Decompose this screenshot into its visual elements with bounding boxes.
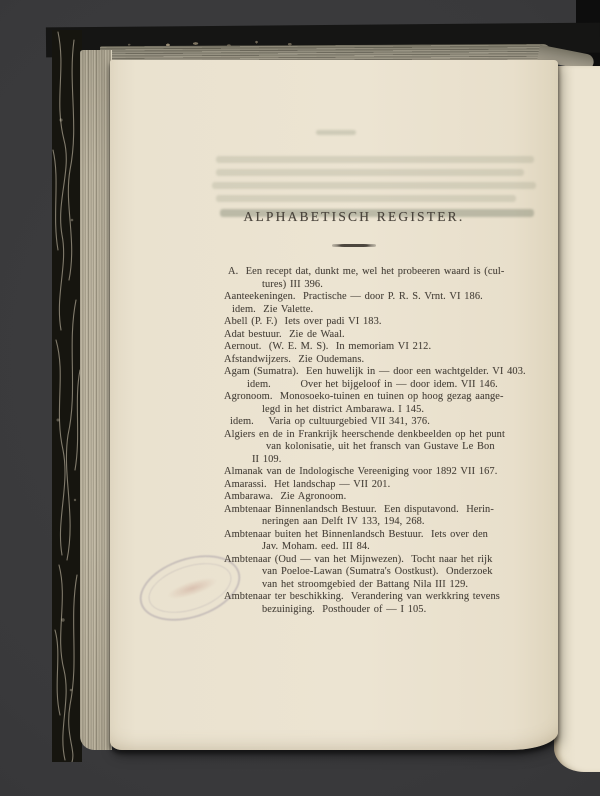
page-block-fore-edge [80, 50, 112, 750]
index-line: tures) III 396. [262, 278, 323, 290]
index-line: Almanak van de Indologische Vereeniging voor 1892 VII 167. [224, 466, 498, 477]
show-through-line [212, 182, 536, 189]
index-line: legd in het district Ambarawa. I 145. [262, 403, 425, 415]
show-through-line [216, 156, 534, 163]
index-line: van Poeloe-Lawan (Sumatra's Oostkust). Onderzoek [262, 566, 493, 577]
index-line: II 109. [252, 453, 282, 465]
show-through-line [316, 130, 356, 135]
book-page [110, 60, 558, 750]
index-line: Ambtenaar Binnenlandsch Bestuur. Een disputavond. Herin- [224, 503, 494, 515]
show-through-line [216, 169, 524, 176]
index-line: Aanteekeningen. Practische — door P. R. S. Vrnt. VI 186. [224, 291, 483, 302]
index-line: neringen aan Delft IV 133, 194, 268. [262, 516, 425, 527]
index-line: Ambtenaar (Oud — van het Mijnwezen). Tocht naar het rijk [224, 553, 493, 565]
index-line: Adat bestuur. Zie de Waal. [224, 328, 345, 340]
show-through-line [216, 195, 516, 202]
index-line: van het stroomgebied der Battang Nila III 129. [262, 578, 469, 590]
next-page [554, 66, 600, 772]
index-line: Amarassi. Het landschap — VII 201. [224, 478, 391, 490]
index-line: Afstandwijzers. Zie Oudemans. [224, 353, 365, 365]
index-line: Agam (Sumatra). Een huwelijk in — door een wachtgelder. VI 403. [224, 366, 526, 377]
index-line: A. Een recept dat, dunkt me, wel het probeeren waard is (cul- [228, 266, 505, 277]
title-rule [332, 244, 376, 247]
page-title: ALPHABETISCH REGISTER. [243, 209, 465, 224]
index-line: Aernout. (W. E. M. S). In memoriam VI 212. [224, 341, 432, 352]
index-line: Agronoom. Monosoeko-tuinen en tuinen op hoog gezag aange- [224, 391, 504, 402]
index-line: Ambtenaar ter beschikking. Verandering van werkkring tevens [224, 591, 500, 602]
index-line: idem. Zie Valette. [232, 303, 314, 315]
index-line: Ambtenaar buiten het Binnenlandsch Bestuur. Iets over den [224, 528, 488, 540]
index-line: Abell (P. F.) Iets over padi VI 183. [224, 316, 382, 327]
index-entries [224, 266, 554, 616]
index-line: Jav. Moham. eed. III 84. [262, 541, 370, 552]
index-line: idem. Varia op cultuurgebied VII 341, 376. [230, 416, 430, 427]
index-line: Ambarawa. Zie Agronoom. [224, 491, 347, 502]
index-line: Algiers en de in Frankrijk heerschende denkbeelden op het punt [224, 428, 505, 440]
show-through-text [110, 60, 558, 260]
book-cover-spine [52, 30, 82, 762]
index-line: van kolonisatie, uit het fransch van Gustave Le Bon [266, 441, 495, 452]
marble-pattern [52, 30, 82, 762]
index-line: bezuiniging. Posthouder of — I 105. [262, 603, 427, 615]
index-line: idem. Over het bijgeloof in — door idem. VII 146. [247, 378, 498, 390]
